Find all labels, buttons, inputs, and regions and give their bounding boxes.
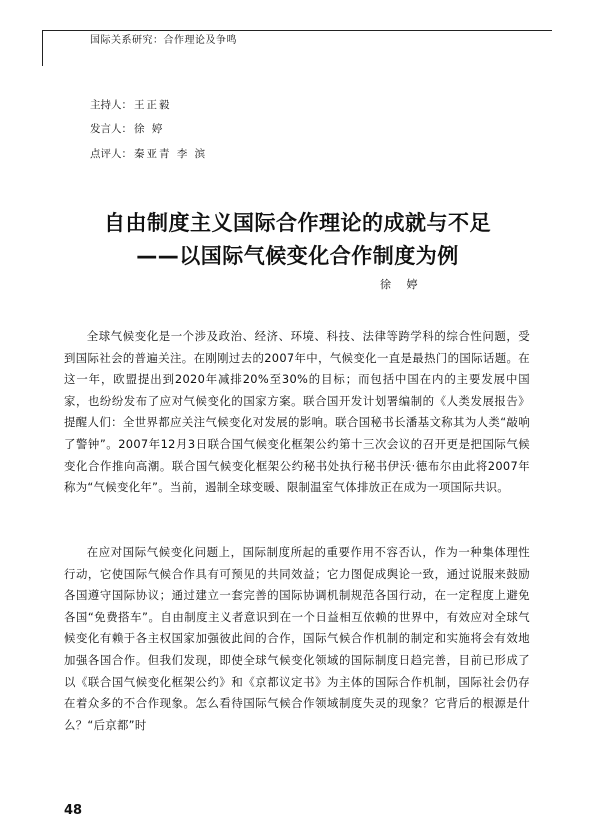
host-value: 王正毅 (134, 99, 172, 111)
reviewer-label: 点评人： (90, 148, 132, 160)
body-paragraph-2: 在应对国际气候变化问题上，国际制度所起的重要作用不容否认，作为一种集体理性行动，它使国际气候合作具有可预见的共同效益；它力图促成舆论一致，通过说服来鼓励各国遵守国际协议；通过建立一套完善的国际协调机制规范各国行动，在一定程度上避免各国“免费搭车”。自由制度主义者意识到在一个日益相互依赖的世界中，有效应对全球气候变化有赖于各主权国家加强彼此间的合作，国际气候合作机制的制定和实施将会有效地加强各国合作。但我们发现，即使全球气候变化领域的国际制度日趋完善，目前已形成了以《联合国气候变化框架公约》和《京都议定书》为主体的国际合作机制，国际社会仍存在着众多的不合作现象。怎么看待国际气候合作领域制度失灵的现象？它背后的根源是什么？“后京都”时 (64, 545, 530, 732)
reviewer-value: 秦亚青 李 滨 (134, 148, 208, 160)
header-corner-rule (42, 30, 43, 66)
article-author: 徐 婷 (380, 278, 424, 291)
speaker-line (90, 121, 164, 136)
host-line (90, 97, 172, 112)
body-paragraph-1: 全球气候变化是一个涉及政治、经济、环境、科技、法律等跨学科的综合性问题，受到国际社会的普遍关注。在刚刚过去的2007年中，气候变化一直是最热门的国际话题。在这一年，欧盟提出到2020年减排20%至30%的目标；而包括中国在内的主要发展中国家，也纷纷发布了应对气候变化的国家方案。联合国开发计划署编制的《人类发展报告》提醒人们：全世界都应关注气候变化对发展的影响。联合国秘书长潘基文称其为人类“敲响了警钟”。2007年12月3日联合国气候变化框架公约第十三次会议的召开更是把国际气候变化合作推向高潮。联合国气候变化框架公约秘书处执行秘书伊沃·德布尔由此将2007年称为“气候变化年”。当前，遏制全球变暖、限制温室气体排放正在成为一项国际共识。 (64, 329, 530, 495)
host-label: 主持人： (90, 99, 132, 111)
speaker-label: 发言人： (90, 123, 132, 135)
page-number: 48 (64, 803, 83, 818)
article-subtitle: ——以国际气候变化合作制度为例 (136, 244, 459, 268)
running-title: 国际关系研究：合作理论及争鸣 (86, 31, 241, 46)
speaker-value: 徐 婷 (134, 123, 165, 135)
article-title: 自由制度主义国际合作理论的成就与不足 (104, 211, 491, 235)
reviewer-line (90, 146, 207, 161)
